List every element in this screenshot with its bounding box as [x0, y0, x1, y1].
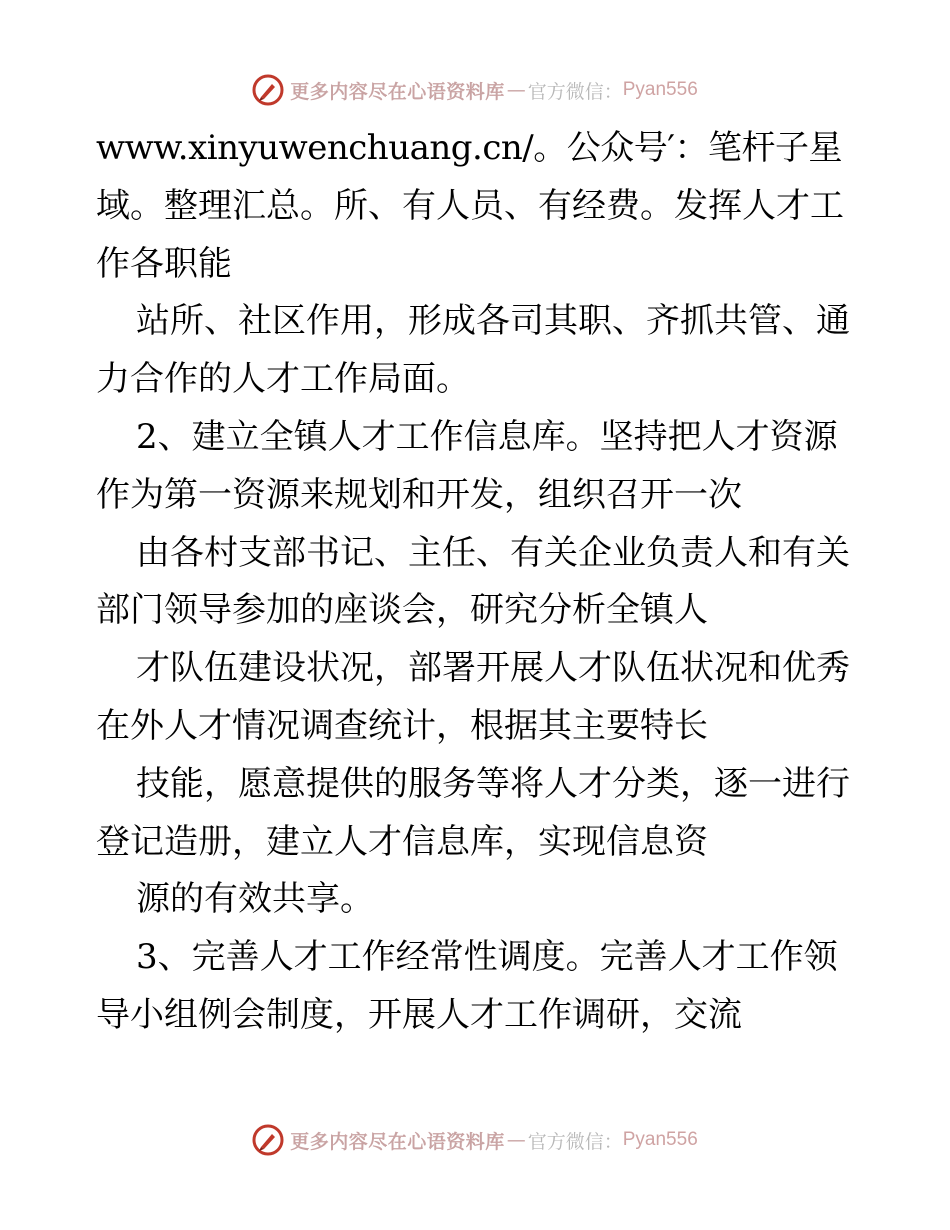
text-line: 在外人才情况调查统计，根据其主要特长	[96, 705, 708, 746]
wechat-label: 官方微信：	[527, 1130, 623, 1153]
text-line: 才队伍建设状况，部署开展人才队伍状况和优秀	[136, 648, 850, 689]
text-line: 技能，愿意提供的服务等将人才分类，逐一进行	[136, 763, 850, 804]
text-line: 源的有效共享。	[136, 879, 374, 920]
text-line: 力合作的人才工作局面。	[96, 359, 470, 400]
wechat-label: 官方微信：	[527, 80, 623, 103]
banner-separator: —	[506, 1129, 526, 1151]
text-line: 域。整理汇总。所、有人员、有经费。发挥人才工	[96, 185, 844, 226]
text-line: 导小组例会制度，开展人才工作调研，交流	[96, 994, 742, 1035]
pen-logo-icon	[252, 1124, 284, 1156]
text-line: www.xinyuwenchuang.cn/。公众号′：笔杆子星	[96, 128, 842, 168]
text-line: 站所、社区作用，形成各司其职、齐抓共管、通	[136, 301, 850, 342]
wechat-id: Pyan556	[622, 79, 698, 100]
brand-text: 更多内容尽在心语资料库	[290, 80, 505, 103]
brand-text: 更多内容尽在心语资料库	[290, 1130, 505, 1153]
document-body	[96, 120, 856, 1045]
footer-watermark-banner	[0, 1120, 950, 1160]
text-line: 2、建立全镇人才工作信息库。坚持把人才资源	[136, 416, 838, 457]
text-line: 由各村支部书记、主任、有关企业负责人和有关	[136, 532, 850, 573]
text-line: 部门领导参加的座谈会，研究分析全镇人	[96, 590, 708, 631]
pen-logo-icon	[252, 74, 284, 106]
header-watermark-banner	[0, 70, 950, 110]
text-line: 作各职能	[96, 243, 232, 284]
banner-separator: —	[506, 79, 526, 101]
wechat-id: Pyan556	[622, 1129, 698, 1150]
text-line: 登记造册，建立人才信息库，实现信息资	[96, 821, 708, 862]
text-line: 3、完善人才工作经常性调度。完善人才工作领	[136, 937, 838, 978]
text-line: 作为第一资源来规划和开发，组织召开一次	[96, 474, 742, 515]
